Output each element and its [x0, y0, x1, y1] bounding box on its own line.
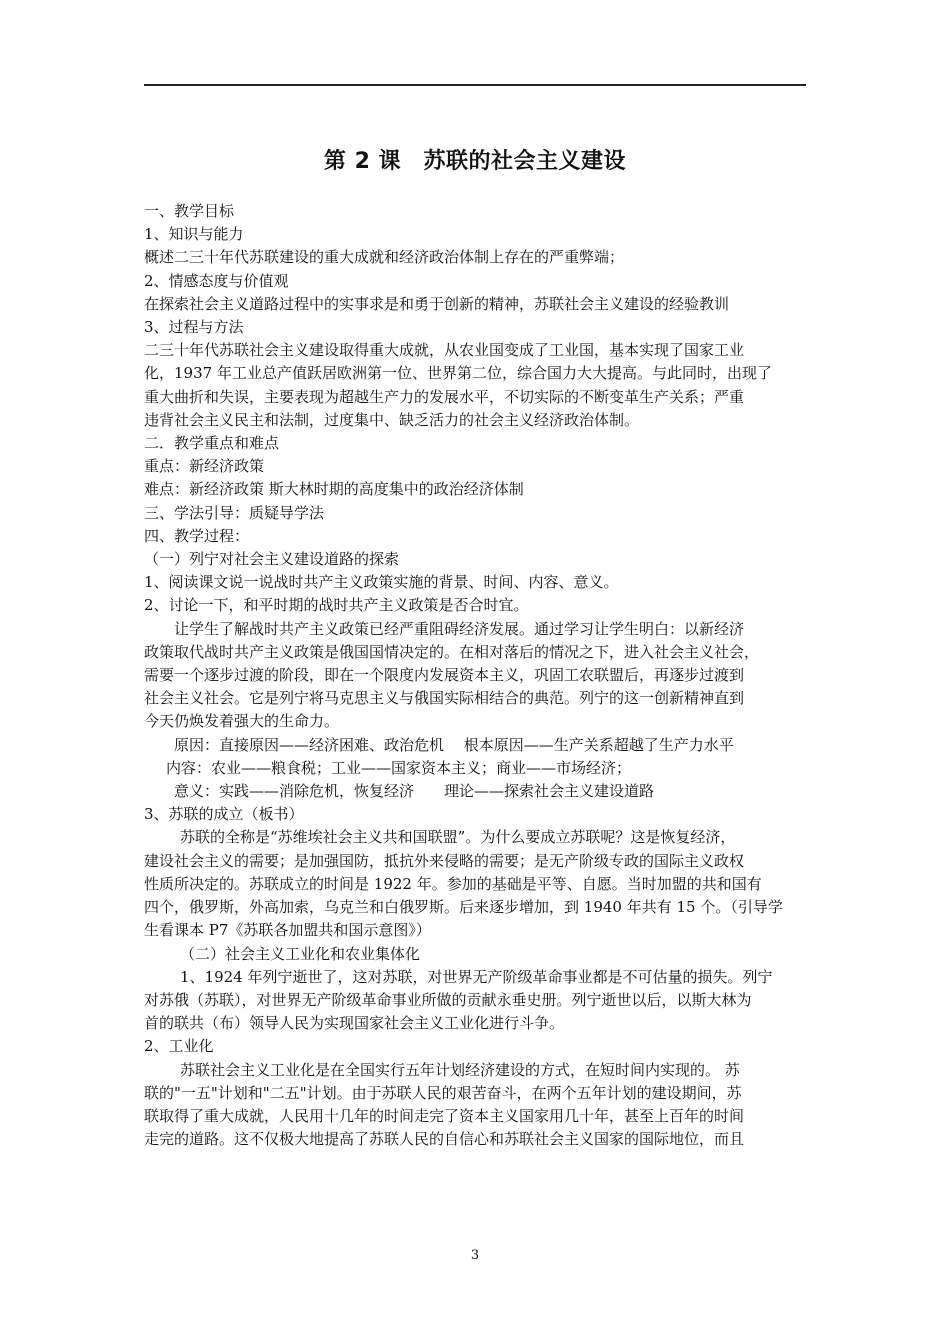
- text-line: 重点：新经济政策: [144, 457, 265, 476]
- text-line: 今天仍焕发着强大的生命力。: [144, 712, 340, 731]
- text-line: 化，1937 年工业总产值跃居欧洲第一位、世界第二位，综合国力大大提高。与此同时，出现了: [144, 364, 772, 383]
- text-line: 建设社会主义的需要；是加强国防，抵抗外来侵略的需要；是无产阶级专政的国际主义政权: [144, 851, 745, 870]
- text-line: 苏联的全称是“苏维埃社会主义共和国联盟”。为什么要成立苏联呢？这是恢复经济，: [180, 828, 736, 847]
- text-line: 政策取代战时共产主义政策是俄国国情决定的。在相对落后的情况之下，进入社会主义社会，: [144, 642, 760, 661]
- text-line: 难点：新经济政策 斯大林时期的高度集中的政治经济体制: [144, 480, 524, 499]
- lesson-title: 第 2 课 苏联的社会主义建设: [323, 149, 627, 174]
- text-line: 内容：农业——粮食税；工业——国家资本主义；商业——市场经济；: [166, 758, 632, 777]
- text-line: 在探索社会主义道路过程中的实事求是和勇于创新的精神，苏联社会主义建设的经验教训: [144, 294, 730, 313]
- text-line: 1、阅读课文说一说战时共产主义政策实施的背景、时间、内容、意义。: [144, 573, 619, 592]
- sub-heading: 1、知识与能力: [144, 225, 244, 244]
- text-line: 二三十年代苏联社会主义建设取得重大成就，从农业国变成了工业国，基本实现了国家工业: [144, 341, 745, 360]
- text-line: 1、1924 年列宁逝世了，这对苏联，对世界无产阶级革命事业都是不可估量的损失。列宁: [180, 967, 773, 986]
- sub-heading: （二）社会主义工业化和农业集体化: [180, 944, 421, 963]
- section-heading: 一、教学目标: [144, 202, 235, 220]
- text-line: 原因：直接原因——经济困难、政治危机 根本原因——生产关系超越了生产力水平: [174, 735, 734, 754]
- sub-heading: 2、工业化: [144, 1037, 214, 1056]
- text-line: 意义：实践——消除危机，恢复经济 理论——探索社会主义建设道路: [174, 782, 655, 801]
- text-line: 重大曲折和失误，主要表现为超越生产力的发展水平，不切实际的不断变革生产关系；严重: [144, 387, 745, 406]
- text-line: 需要一个逐步过渡的阶段，即在一个限度内发展资本主义，巩固工农联盟后，再逐步过渡到: [144, 666, 745, 685]
- text-line: 社会主义社会。它是列宁将马克思主义与俄国实际相结合的典范。列宁的这一创新精神直到: [144, 689, 745, 708]
- text-line: 联取得了重大成就，人民用十几年的时间走完了资本主义国家用几十年，甚至上百年的时间: [144, 1106, 745, 1125]
- text-line: 2、讨论一下，和平时期的战时共产主义政策是否合时宜。: [144, 596, 529, 615]
- text-line: 让学生了解战时共产主义政策已经严重阻碍经济发展。通过学习让学生明白：以新经济: [174, 619, 745, 638]
- text-line: 生看课本 P7《苏联各加盟共和国示意图》）: [144, 921, 431, 940]
- section-heading: 二．教学重点和难点: [144, 434, 280, 453]
- page-number: 3: [470, 1248, 480, 1263]
- sub-heading: （一）列宁对社会主义建设道路的探索: [144, 550, 400, 569]
- section-heading: 四、教学过程：: [144, 526, 250, 545]
- text-line: 走完的道路。这不仅极大地提高了苏联人民的自信心和苏联社会主义国家的国际地位，而且: [144, 1130, 745, 1149]
- text-line: 性质所决定的。苏联成立的时间是 1922 年。参加的基础是平等、自愿。当时加盟的共和国有: [144, 874, 762, 893]
- header-rule: [144, 84, 806, 86]
- sub-heading: 3、过程与方法: [144, 318, 244, 337]
- lesson-body: [144, 200, 810, 1151]
- text-line: 首的联共（布）领导人民为实现国家社会主义工业化进行斗争。: [144, 1014, 565, 1033]
- text-line: 联的"一五"计划和"二五"计划。由于苏联人民的艰苦奋斗，在两个五年计划的建设期间，苏: [144, 1083, 742, 1102]
- sub-heading: 2、情感态度与价值观: [144, 271, 289, 290]
- section-heading: 三、学法引导：质疑导学法: [144, 503, 325, 522]
- text-line: 概述二三十年代苏联建设的重大成就和经济政治体制上存在的严重弊端；: [144, 248, 625, 267]
- text-line: 违背社会主义民主和法制，过度集中、缺乏活力的社会主义经济政治体制。: [144, 410, 640, 429]
- text-line: 苏联社会主义工业化是在全国实行五年计划经济建设的方式，在短时间内实现的。 苏: [180, 1060, 740, 1079]
- text-line: 四个，俄罗斯，外高加索，乌克兰和白俄罗斯。后来逐步增加，到 1940 年共有 15 个。（引导学: [144, 898, 783, 917]
- text-line: 对苏俄（苏联），对世界无产阶级革命事业所做的贡献永垂史册。列宁逝世以后，以斯大林为: [144, 990, 752, 1009]
- sub-heading: 3、苏联的成立（板书）: [144, 805, 304, 824]
